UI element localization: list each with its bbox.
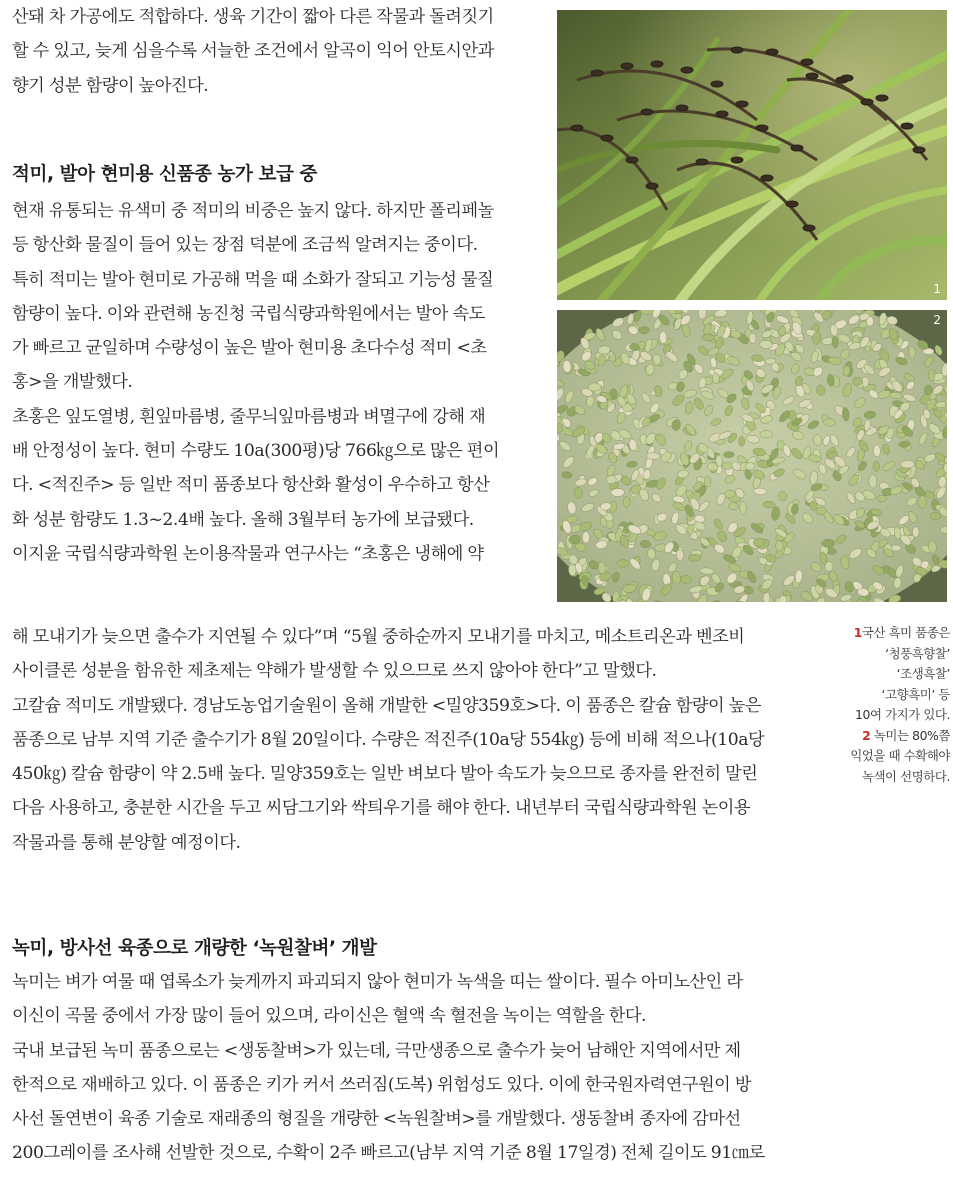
text-line: 한적으로 재배하고 있다. 이 품종은 키가 커서 쓰러짐(도복) 위험성도 있다. 이에 한국원자력연구원이 방 [12,1074,751,1095]
red-rice-paragraph-wide [12,622,764,862]
green-rice-paragraph [12,967,765,1173]
caption-line: 익었을 때 수확해야 [850,748,950,763]
text-line: 화 성분 함량도 1.3~2.4배 높다. 올해 3월부터 농가에 보급됐다. [12,509,474,530]
caption-line: 녹색이 선명하다. [861,768,950,784]
text-line: 녹미는 벼가 여물 때 엽록소가 늦게까지 파괴되지 않아 현미가 녹색을 띠는 쌀이다. 필수 아미노산인 라 [12,972,743,992]
text-line: 초홍은 잎도열병, 흰잎마름병, 줄무늬잎마름병과 벼멸구에 강해 재 [12,406,486,427]
red-rice-paragraph-narrow [12,196,499,573]
text-line: 200그레이를 조사해 선발한 것으로, 수확이 2주 빠르고(남부 지역 기준 8월 17일경) 전체 길이도 91㎝로 [12,1143,765,1164]
text-line: 배 안정성이 높다. 현미 수량도 10a(300평)당 766㎏으로 많은 편이 [12,441,500,462]
caption-number: 2 [862,727,871,743]
text-line: 이신이 곡물 중에서 가장 많이 들어 있으며, 라이신은 혈액 속 혈전을 녹이는 역할을 한다. [12,1006,647,1027]
text-line: 향기 성분 함량이 높아진다. [12,75,209,96]
text-line: 홍>을 개발했다. [12,372,133,393]
text-line: 현재 유통되는 유색미 중 적미의 비중은 높지 않다. 하지만 폴리페놀 [12,201,494,221]
caption-line: 1국산 흑미 품종은 [853,625,950,640]
caption-line: ‘조생흑찰’ [896,666,950,681]
caption-number: 1 [853,625,862,640]
photo-number: 2 [933,313,941,327]
text-line: 다. <적진주> 등 일반 적미 품종보다 항산화 활성이 우수하고 항산 [12,475,490,496]
green-rice-grains-photo [557,310,947,602]
text-line: 함량이 높다. 이와 관련해 농진청 국립식량과학원에서는 발아 속도 [12,303,485,324]
section-heading-red-rice: 적미, 발아 현미용 신품종 농가 보급 중 [12,164,317,185]
text-line: 국내 보급된 녹미 품종으로는 <생동찰벼>가 있는데, 극만생종으로 출수가 늦어 남해안 지역에서만 제 [12,1040,741,1061]
text-line: 특히 적미는 발아 현미로 가공해 먹을 때 소화가 잘되고 기능성 물질 [12,269,494,290]
photo-caption [826,623,950,787]
text-line: 할 수 있고, 늦게 심을수록 서늘한 조건에서 알곡이 익어 안토시안과 [12,41,494,62]
text-line: 품종으로 남부 지역 기준 출수기가 8월 20일이다. 수량은 적진주(10a당 554㎏) 등에 비해 적으나(10a당 [12,729,765,750]
text-line: 사이클론 성분을 함유한 제초제는 약해가 발생할 수 있으므로 쓰지 않아야 한다”고 말했다. [12,661,657,682]
caption-line: ‘고향흑미’ 등 [881,686,950,702]
caption-line: 10여 가지가 있다. [855,707,950,722]
text-line: 다음 사용하고, 충분한 시간을 두고 씨담그기와 싹틔우기를 해야 한다. 내년부터 국립식량과학원 논이용 [12,798,751,819]
photo-number: 1 [933,282,941,296]
text-line: 450㎏) 칼슘 함량이 약 2.5배 높다. 밀양359호는 일반 벼보다 발아 속도가 늦으므로 종자를 완전히 말린 [12,764,758,785]
rice-plant-photo [557,10,947,300]
caption-line: ‘청풍흑향찰’ [885,645,950,661]
section-heading-green-rice: 녹미, 방사선 육종으로 개량한 ‘녹원찰벼’ 개발 [12,938,377,959]
text-line: 고칼슘 적미도 개발됐다. 경남도농업기술원이 올해 개발한 <밀양359호>다. 이 품종은 칼슘 함량이 높은 [12,695,762,716]
text-line: 이지윤 국립식량과학원 논이용작물과 연구사는 “초홍은 냉해에 약 [12,543,484,564]
text-line: 사선 돌연변이 육종 기술로 재래종의 형질을 개량한 <녹원찰벼>를 개발했다. 생동찰벼 종자에 감마선 [12,1109,741,1130]
text-line: 산돼 차 가공에도 적합하다. 생육 기간이 짧아 다른 작물과 돌려짓기 [12,7,494,27]
text-line: 등 항산화 물질이 들어 있는 장점 덕분에 조금씩 알려지는 중이다. [12,235,478,256]
intro-paragraph [12,2,494,105]
text-line: 작물과를 통해 분양할 예정이다. [12,832,241,853]
caption-line: 2 녹미는 80%쯤 [862,727,950,743]
text-line: 가 빠르고 균일하며 수량성이 높은 발아 현미용 초다수성 적미 <초 [12,338,487,359]
text-line: 해 모내기가 늦으면 출수가 지연될 수 있다”며 “5월 중하순까지 모내기를 마치고, 메소트리온과 벤조비 [12,627,745,647]
